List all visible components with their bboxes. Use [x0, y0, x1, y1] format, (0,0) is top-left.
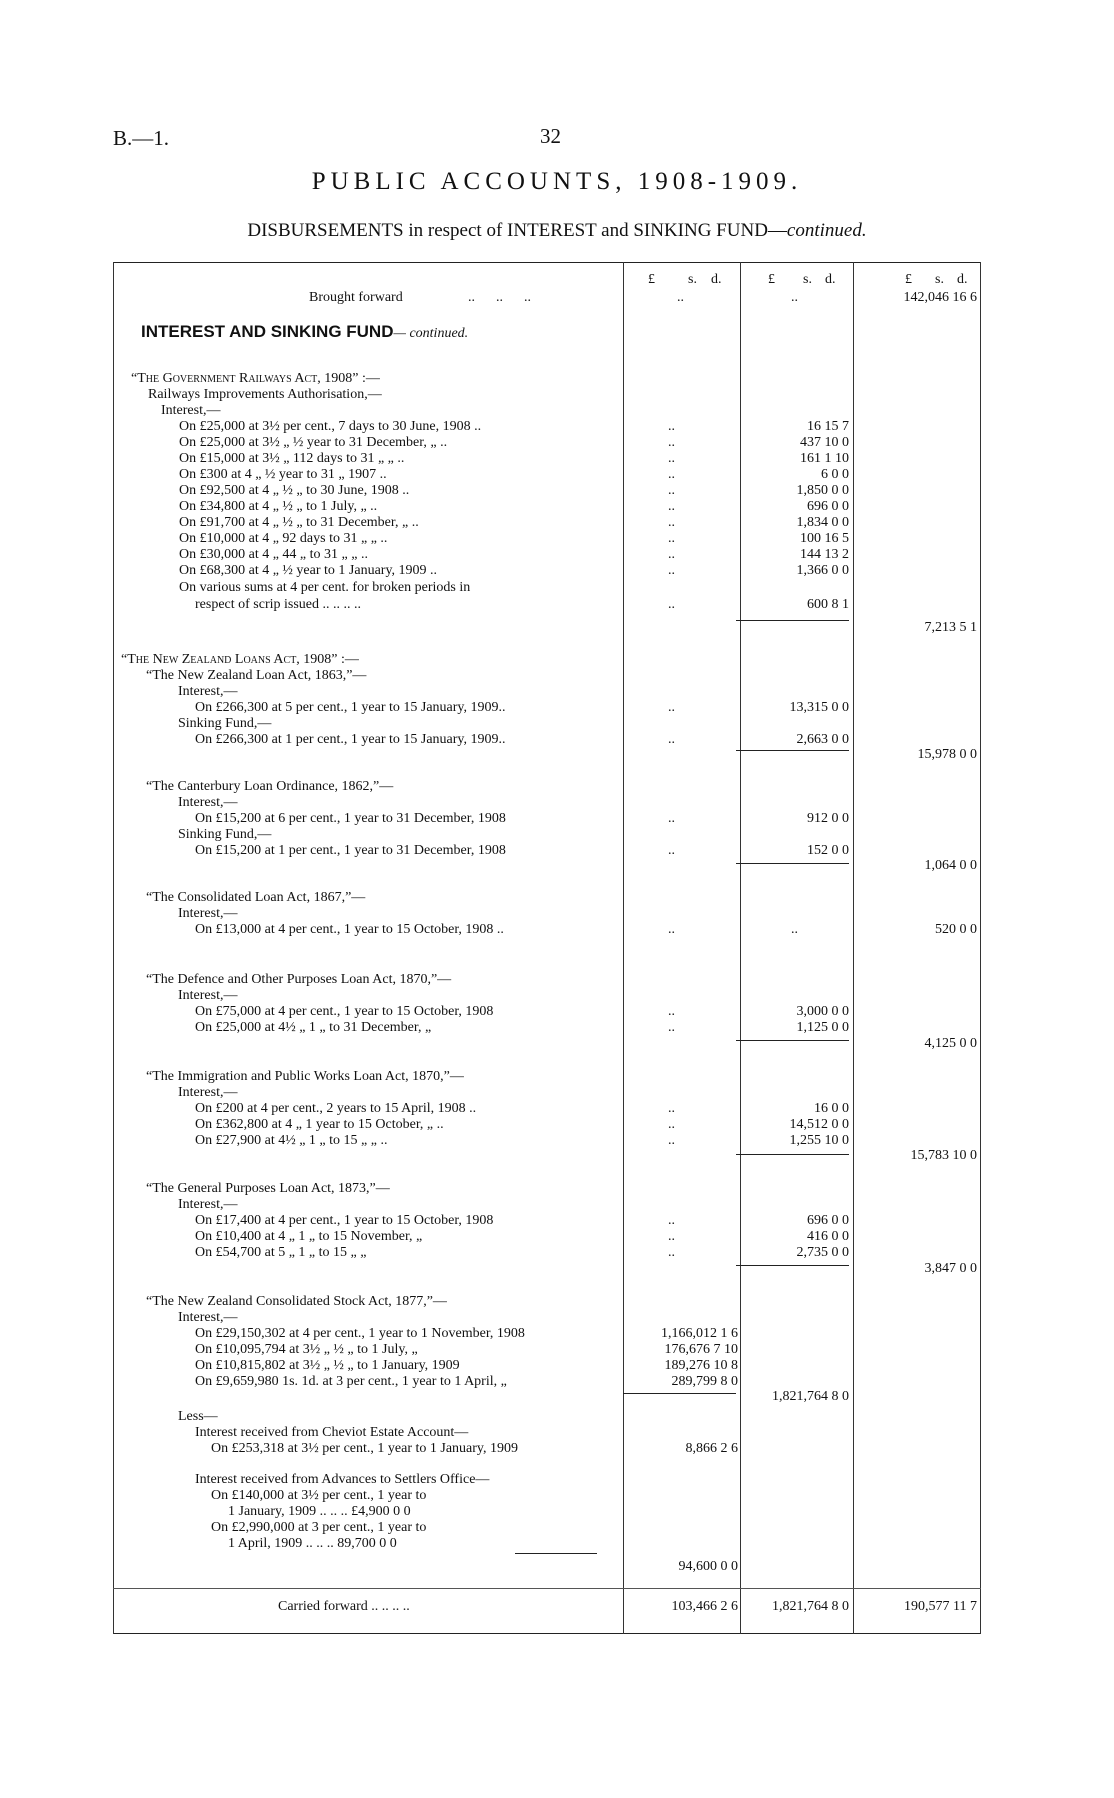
- row-description: Less—: [178, 1409, 218, 1424]
- table-row: [113, 1487, 981, 1504]
- stock-gross-amount: 1,821,764 8 0: [772, 1389, 849, 1404]
- defence-heading: [113, 971, 981, 988]
- section-title: INTEREST AND SINKING FUND: [141, 322, 394, 341]
- col2-pound: £: [768, 272, 775, 287]
- railways-interest-label: Interest,—: [161, 403, 221, 418]
- nz-loans-total: 15,978 0 0: [917, 747, 977, 762]
- row-amount: 189,276 10 8: [664, 1358, 738, 1373]
- nz-loans-act-heading: [113, 651, 981, 668]
- row-amount: 152 0 0: [807, 843, 849, 858]
- table-row: On £266,300 at 1 per cent., 1 year to 15 January, 1909.. .. 2,663 0 0: [195, 732, 849, 747]
- row-amount: 100 16 5: [800, 531, 849, 546]
- table-row: [113, 1471, 981, 1488]
- railways-total: 7,213 5 1: [924, 620, 977, 635]
- brought-forward-c1: ..: [677, 290, 684, 305]
- table-row: [113, 1196, 981, 1213]
- row-amount: 13,315 0 0: [789, 700, 849, 715]
- table-row: [113, 1519, 981, 1536]
- row-amount: 3,000 0 0: [796, 1004, 849, 1019]
- row-description: Sinking Fund,—: [178, 827, 272, 842]
- railways-interest-heading: [113, 402, 981, 419]
- row-description: On £9,659,980 1s. 1d. at 3 per cent., 1 year to 1 April, „: [195, 1374, 507, 1389]
- row-description: On £266,300 at 1 per cent., 1 year to 15 January, 1909..: [195, 732, 506, 747]
- row-description: On £92,500 at 4 „ ½ „ to 30 June, 1908 ..: [179, 483, 410, 498]
- carried-forward-total: 190,577 11 7: [904, 1599, 977, 1614]
- table-row: [113, 715, 981, 732]
- immigration-total-row: [113, 1147, 981, 1164]
- table-row: On £34,800 at 4 „ ½ „ to 1 July, „ .. .. 696 0 0: [179, 499, 849, 514]
- immigration-heading: [113, 1068, 981, 1085]
- table-row: On £13,000 at 4 per cent., 1 year to 15 October, 1908 .. .. .. 520 0 0: [195, 922, 977, 937]
- railways-act-title: “The Government Railways Act, 1908” :—: [131, 371, 380, 386]
- subtitle-continued: continued.: [786, 220, 867, 241]
- row-amount: 696 0 0: [807, 1213, 849, 1228]
- table-row: [113, 1357, 981, 1374]
- row-amount: 16 15 7: [807, 419, 849, 434]
- carried-forward-row: [113, 1598, 981, 1615]
- row-description: On £253,318 at 3½ per cent., 1 year to 1 January, 1909: [211, 1441, 519, 1456]
- row-description: Interest,—: [178, 906, 238, 921]
- page-reference: B.—1.: [113, 126, 170, 150]
- stock-title: “The New Zealand Consolidated Stock Act, 1877,”—: [146, 1294, 447, 1309]
- carried-forward-c1: 103,466 2 6: [671, 1599, 738, 1614]
- table-row: On £25,000 at 4½ „ 1 „ to 31 December, „ .. 1,125 0 0: [195, 1020, 849, 1035]
- table-row: [113, 794, 981, 811]
- general-title: “The General Purposes Loan Act, 1873,”—: [146, 1181, 390, 1196]
- row-description: On £10,815,802 at 3½ „ ½ „ to 1 January, 1909: [195, 1358, 460, 1373]
- table-row: On £25,000 at 3½ „ ½ year to 31 December, „ .. .. 437 10 0: [179, 435, 849, 450]
- table-row: On £17,400 at 4 per cent., 1 year to 15 October, 1908 .. 696 0 0: [195, 1213, 849, 1228]
- row-amount: 1,850 0 0: [796, 483, 849, 498]
- row-description: On £266,300 at 5 per cent., 1 year to 15 January, 1909..: [195, 700, 506, 715]
- row-description: Interest,—: [178, 1310, 238, 1325]
- table-row: [113, 905, 981, 922]
- col1-shillings: s.: [688, 272, 697, 287]
- row-description: On £30,000 at 4 „ 44 „ to 31 „ „ ..: [179, 547, 368, 562]
- table-row: [113, 1341, 981, 1358]
- page-subtitle: [0, 220, 1114, 242]
- row-description: On £15,000 at 3½ „ 112 days to 31 „ „ ..: [179, 451, 405, 466]
- table-row: On £27,900 at 4½ „ 1 „ to 15 „ „ .. .. 1,255 10 0: [195, 1133, 849, 1148]
- col1-pence: d.: [711, 272, 722, 287]
- row-description: On £75,000 at 4 per cent., 1 year to 15 October, 1908: [195, 1004, 494, 1019]
- row-description: On £34,800 at 4 „ ½ „ to 1 July, „ ..: [179, 499, 378, 514]
- table-row: On £91,700 at 4 „ ½ „ to 31 December, „ .. .. 1,834 0 0: [179, 515, 849, 530]
- brought-forward-total: 142,046 16 6: [903, 290, 977, 305]
- row-description: On £15,200 at 6 per cent., 1 year to 31 December, 1908: [195, 811, 506, 826]
- row-description: On £140,000 at 3½ per cent., 1 year to: [211, 1488, 427, 1503]
- nz-loans-total-row: [113, 746, 981, 763]
- row-description: On £10,095,794 at 3½ „ ½ „ to 1 July, „: [195, 1342, 418, 1357]
- row-amount: 600 8 1: [807, 597, 849, 612]
- row-description: Interest,—: [178, 988, 238, 1003]
- canterbury-total-row: [113, 857, 981, 874]
- subtitle-text: DISBURSEMENTS in respect of INTEREST and SINKING FUND—: [247, 220, 787, 241]
- row-amount: 144 13 2: [800, 547, 849, 562]
- row-description: On £2,990,000 at 3 per cent., 1 year to: [211, 1520, 427, 1535]
- row-description: On £300 at 4 „ ½ year to 31 „ 1907 ..: [179, 467, 387, 482]
- row-description: On £10,000 at 4 „ 92 days to 31 „ „ ..: [179, 531, 388, 546]
- row-description: On £25,000 at 3½ „ ½ year to 31 December, „ ..: [179, 435, 448, 450]
- row-amount: 696 0 0: [807, 499, 849, 514]
- row-amount: ..: [791, 922, 798, 937]
- section-heading: [113, 322, 981, 342]
- row-description: Interest,—: [178, 684, 238, 699]
- brought-forward-label: Brought forward: [309, 290, 403, 305]
- canterbury-heading: [113, 778, 981, 795]
- table-row: [113, 826, 981, 843]
- row-description: Interest,—: [178, 1197, 238, 1212]
- table-row: On £362,800 at 4 „ 1 year to 15 October, „ .. .. 14,512 0 0: [195, 1117, 849, 1132]
- row-description: On various sums at 4 per cent. for broken periods in: [179, 580, 471, 595]
- row-description: On £15,200 at 1 per cent., 1 year to 31 December, 1908: [195, 843, 506, 858]
- col3-pence: d.: [957, 272, 968, 287]
- page-number: 32: [540, 124, 561, 148]
- general-total-row: [113, 1260, 981, 1277]
- row-amount: 2,663 0 0: [796, 732, 849, 747]
- table-row: [113, 683, 981, 700]
- row-description: On £13,000 at 4 per cent., 1 year to 15 October, 1908 ..: [195, 922, 504, 937]
- defence-total: 4,125 0 0: [924, 1036, 977, 1051]
- table-row: On £200 at 4 per cent., 2 years to 15 April, 1908 .. .. 16 0 0: [195, 1101, 849, 1116]
- nz-loan-sub-heading: [113, 667, 981, 684]
- row-amount: 1,166,012 1 6: [661, 1326, 738, 1341]
- row-description: On £54,700 at 5 „ 1 „ to 15 „ „: [195, 1245, 367, 1260]
- subtotal-rule: [515, 1553, 597, 1554]
- row-description: On £17,400 at 4 per cent., 1 year to 15 October, 1908: [195, 1213, 494, 1228]
- row-description: On £27,900 at 4½ „ 1 „ to 15 „ „ ..: [195, 1133, 388, 1148]
- table-row: On £15,200 at 6 per cent., 1 year to 31 December, 1908 .. 912 0 0: [195, 811, 849, 826]
- carried-forward-c2: 1,821,764 8 0: [772, 1599, 849, 1614]
- stock-gross-row: [113, 1388, 981, 1405]
- table-row: [113, 1325, 981, 1342]
- row-amount: 2,735 0 0: [796, 1245, 849, 1260]
- table-top-rule: [113, 262, 981, 263]
- carried-forward-rule: [113, 1588, 981, 1589]
- table-row: [113, 1440, 981, 1457]
- row-description: On £362,800 at 4 „ 1 year to 15 October, „ ..: [195, 1117, 444, 1132]
- row-amount: 16 0 0: [814, 1101, 849, 1116]
- row-amount: 161 1 10: [800, 451, 849, 466]
- general-total: 3,847 0 0: [924, 1261, 977, 1276]
- row-description: 1 January, 1909 .. .. .. £4,900 0 0: [228, 1504, 411, 1519]
- col3-pound: £: [905, 272, 912, 287]
- table-row: [113, 1535, 981, 1552]
- row-description: On £200 at 4 per cent., 2 years to 15 April, 1908 ..: [195, 1101, 477, 1116]
- row-amount: 1,366 0 0: [796, 563, 849, 578]
- col1-pound: £: [648, 272, 655, 287]
- row-description: On £68,300 at 4 „ ½ year to 1 January, 1909 ..: [179, 563, 438, 578]
- table-row: On £266,300 at 5 per cent., 1 year to 15 January, 1909.. .. 13,315 0 0: [195, 700, 849, 715]
- table-row: [113, 579, 981, 596]
- row-description: Interest,—: [178, 795, 238, 810]
- table-row: [113, 987, 981, 1004]
- table-row: On £75,000 at 4 per cent., 1 year to 15 October, 1908 .. 3,000 0 0: [195, 1004, 849, 1019]
- nz-loans-act-title: “The New Zealand Loans Act, 1908” :—: [121, 652, 359, 667]
- table-row: [113, 1084, 981, 1101]
- col2-shillings: s.: [803, 272, 812, 287]
- brought-forward-c2: ..: [791, 290, 798, 305]
- general-heading: [113, 1180, 981, 1197]
- row-amount: 912 0 0: [807, 811, 849, 826]
- page-title: PUBLIC ACCOUNTS, 1908-1909.: [311, 168, 803, 195]
- row-description: Interest,—: [178, 1085, 238, 1100]
- canterbury-title: “The Canterbury Loan Ordinance, 1862,”—: [146, 779, 394, 794]
- row-amount: 416 0 0: [807, 1229, 849, 1244]
- table-row: On £15,200 at 1 per cent., 1 year to 31 December, 1908 .. 152 0 0: [195, 843, 849, 858]
- row-amount: 1,255 10 0: [789, 1133, 849, 1148]
- table-row: On £25,000 at 3½ per cent., 7 days to 30 June, 1908 .. .. 16 15 7: [179, 419, 849, 434]
- row-description: Interest received from Advances to Settlers Office—: [195, 1472, 490, 1487]
- row-amount: 289,799 8 0: [671, 1374, 738, 1389]
- defence-title: “The Defence and Other Purposes Loan Act, 1870,”—: [146, 972, 452, 987]
- row-amount: 176,676 7 10: [664, 1342, 738, 1357]
- table-row: On £30,000 at 4 „ 44 „ to 31 „ „ .. .. 144 13 2: [179, 547, 849, 562]
- nz-loan-sub-title: “The New Zealand Loan Act, 1863,”—: [146, 668, 367, 683]
- row-amount: 94,600 0 0: [678, 1559, 738, 1574]
- col2-pence: d.: [825, 272, 836, 287]
- railways-sub-title: Railways Improvements Authorisation,—: [148, 387, 382, 402]
- table-row: On £15,000 at 3½ „ 112 days to 31 „ „ .. .. 161 1 10: [179, 451, 849, 466]
- table-row: [113, 1558, 981, 1575]
- table-row: [113, 1424, 981, 1441]
- row-description: On £25,000 at 4½ „ 1 „ to 31 December, „: [195, 1020, 432, 1035]
- railways-act-heading: [113, 370, 981, 387]
- canterbury-total: 1,064 0 0: [924, 858, 977, 873]
- row-amount: 1,125 0 0: [796, 1020, 849, 1035]
- table-row: On £10,000 at 4 „ 92 days to 31 „ „ .. .. 100 16 5: [179, 531, 849, 546]
- row-description: On £25,000 at 3½ per cent., 7 days to 30 June, 1908 ..: [179, 419, 482, 434]
- column-headings: [113, 271, 981, 288]
- table-row: [113, 1309, 981, 1326]
- table-row: On £300 at 4 „ ½ year to 31 „ 1907 .. .. 6 0 0: [179, 467, 849, 482]
- row-description: On £29,150,302 at 4 per cent., 1 year to 1 November, 1908: [195, 1326, 525, 1341]
- immigration-total: 15,783 10 0: [910, 1148, 977, 1163]
- immigration-title: “The Immigration and Public Works Loan Act, 1870,”—: [146, 1069, 464, 1084]
- row-description: Sinking Fund,—: [178, 716, 272, 731]
- railways-total-row: [113, 619, 981, 636]
- consolidated-total: 520 0 0: [935, 922, 977, 937]
- row-amount: 6 0 0: [821, 467, 849, 482]
- row-description: respect of scrip issued .. .. .. ..: [195, 597, 362, 612]
- col3-shillings: s.: [935, 272, 944, 287]
- railways-sub-heading: [113, 386, 981, 403]
- consolidated-heading: [113, 889, 981, 906]
- table-row: On £68,300 at 4 „ ½ year to 1 January, 1909 .. .. 1,366 0 0: [179, 563, 849, 578]
- row-description: 1 April, 1909 .. .. .. 89,700 0 0: [228, 1536, 397, 1551]
- table-bottom-rule: [113, 1633, 981, 1634]
- row-amount: 8,866 2 6: [685, 1441, 738, 1456]
- table-row: respect of scrip issued .. .. .. .. .. 600 8 1: [195, 597, 849, 612]
- row-description: On £10,400 at 4 „ 1 „ to 15 November, „: [195, 1229, 423, 1244]
- row-amount: 1,834 0 0: [796, 515, 849, 530]
- stock-heading: [113, 1293, 981, 1310]
- row-amount: 14,512 0 0: [789, 1117, 849, 1132]
- table-row: On £10,400 at 4 „ 1 „ to 15 November, „ .. 416 0 0: [195, 1229, 849, 1244]
- consolidated-title: “The Consolidated Loan Act, 1867,”—: [146, 890, 366, 905]
- table-row: On £92,500 at 4 „ ½ „ to 30 June, 1908 .. .. 1,850 0 0: [179, 483, 849, 498]
- section-title-continued: — continued.: [393, 326, 469, 341]
- brought-forward-row: Brought forward .. .. .. .. .. 142,046 16 6: [309, 290, 977, 305]
- table-row: [113, 1408, 981, 1425]
- table-row: [113, 1503, 981, 1520]
- carried-forward-label: Carried forward .. .. .. ..: [278, 1599, 410, 1614]
- table-row: On £54,700 at 5 „ 1 „ to 15 „ „ .. 2,735 0 0: [195, 1245, 849, 1260]
- defence-total-row: [113, 1035, 981, 1052]
- row-description: On £91,700 at 4 „ ½ „ to 31 December, „ ..: [179, 515, 419, 530]
- row-description: Interest received from Cheviot Estate Account—: [195, 1425, 469, 1440]
- row-amount: 437 10 0: [800, 435, 849, 450]
